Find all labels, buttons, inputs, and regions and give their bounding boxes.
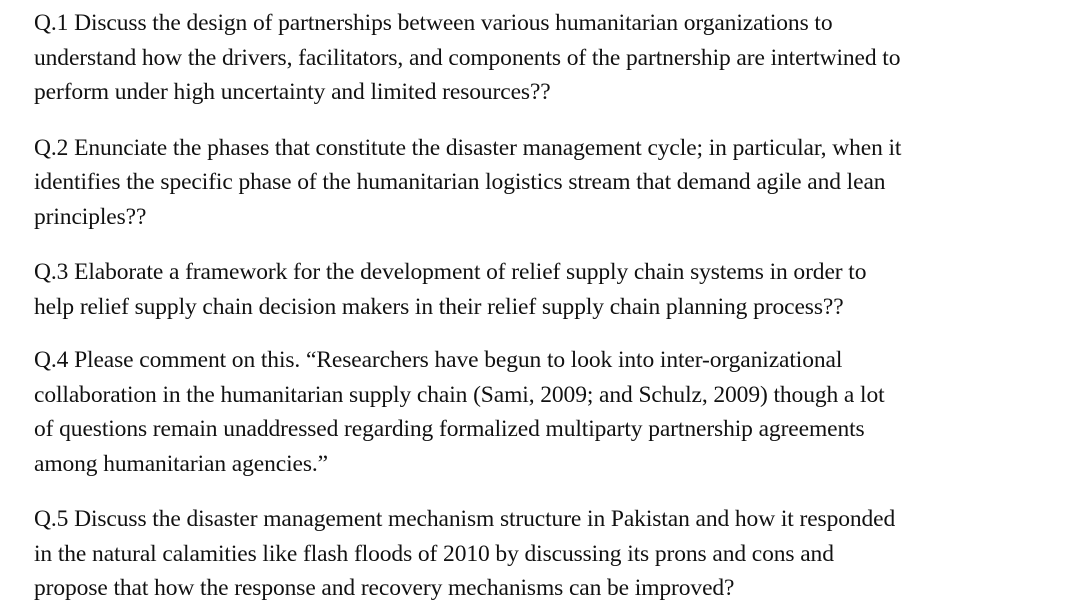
question-2-line-1: Q.2 Enunciate the phases that constitute the disaster management cycle; in particular, when it bbox=[34, 134, 902, 161]
question-4-line-2: collaboration in the humanitarian supply chain (Sami, 2009; and Schulz, 2009) though a lot bbox=[34, 381, 885, 408]
document-body bbox=[34, 6, 1064, 606]
question-3 bbox=[34, 255, 1064, 324]
question-2 bbox=[34, 131, 1064, 235]
question-3-line-2: help relief supply chain decision makers in their relief supply chain planning process?? bbox=[34, 293, 844, 320]
question-1-line-1: Q.1 Discuss the design of partnerships between various humanitarian organizations to bbox=[34, 10, 833, 36]
question-5 bbox=[34, 502, 1064, 606]
question-5-line-2: in the natural calamities like flash floods of 2010 by discussing its prons and cons and bbox=[34, 540, 834, 567]
question-2-line-2: identifies the specific phase of the humanitarian logistics stream that demand agile and lean bbox=[34, 169, 886, 195]
question-4-line-3: of questions remain unaddressed regarding formalized multiparty partnership agreements bbox=[34, 416, 865, 442]
question-1 bbox=[34, 6, 1064, 110]
question-2-line-3: principles?? bbox=[34, 203, 147, 230]
question-3-line-1: Q.3 Elaborate a framework for the development of relief supply chain systems in order to bbox=[34, 259, 867, 285]
question-1-line-3: perform under high uncertainty and limited resources?? bbox=[34, 79, 551, 105]
question-4 bbox=[34, 343, 1064, 481]
question-5-line-3: propose that how the response and recovery mechanisms can be improved? bbox=[34, 575, 735, 601]
question-4-line-1: Q.4 Please comment on this. “Researchers have begun to look into inter-organizational bbox=[34, 347, 843, 373]
question-1-line-2: understand how the drivers, facilitators, and components of the partnership are intertwined to bbox=[34, 44, 901, 71]
question-4-line-4: among humanitarian agencies.” bbox=[34, 450, 328, 477]
question-5-line-1: Q.5 Discuss the disaster management mechanism structure in Pakistan and how it responded bbox=[34, 506, 896, 532]
